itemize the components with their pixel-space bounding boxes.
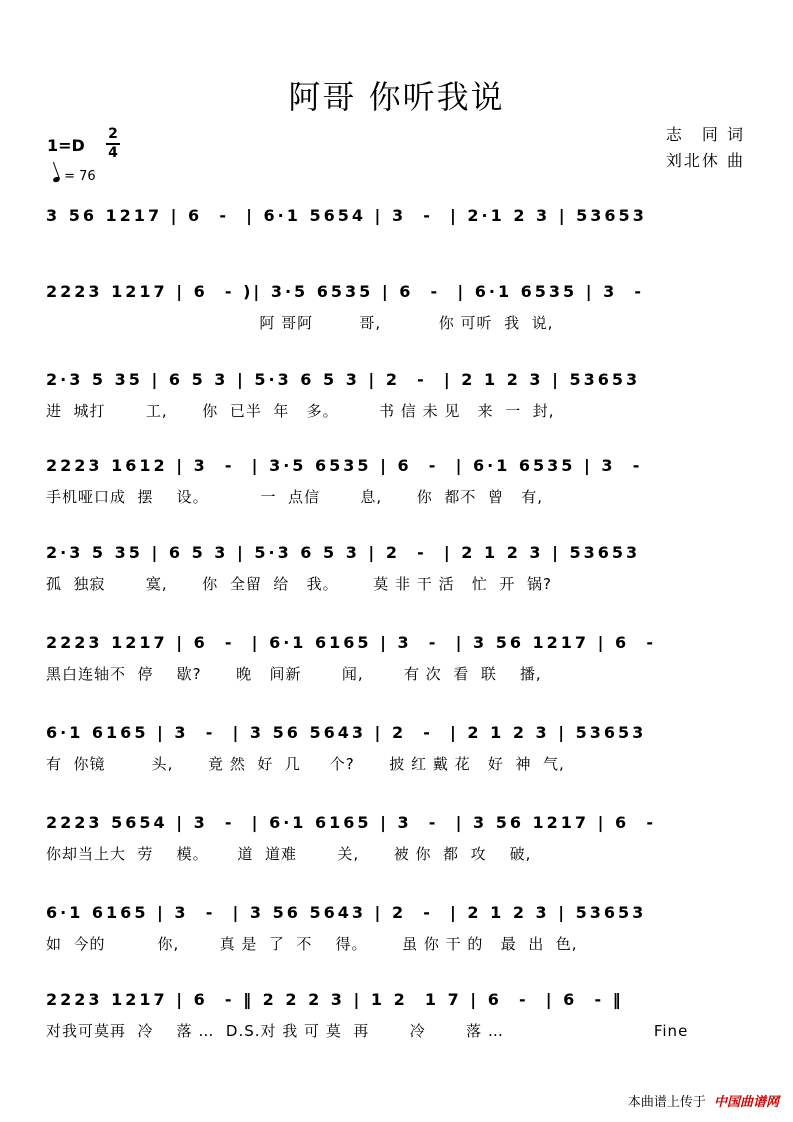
footer: [628, 1091, 779, 1110]
composer-credit: 刘北休 曲: [665, 151, 745, 170]
tempo-value: = 76: [64, 169, 96, 184]
lyrics-line: 进 城打 工, 你 已半 年 多。 书 信 未 见 来 一 封,: [46, 402, 555, 420]
key-signature: 1=D: [47, 136, 85, 155]
lyrics-line: 你却当上大 劳 模。 道 道难 关, 被 你 都 攻 破,: [46, 845, 532, 863]
notes-line: 2·3 5 35 | 6 5 3 | 5·3 6 5 3 | 2 - | 2 1 2 3 | 53653: [46, 543, 641, 562]
notes-line: 2223 1217 | 6 - ‖ 2 2 2 3 | 1 2 1 7 | 6 - | 6 - ‖: [46, 990, 624, 1009]
lyrics-line: 如 今的 你, 真 是 了 不 得。 虽 你 干 的 最 出 色,: [46, 935, 578, 953]
notes-line: 6·1 6165 | 3 - | 3 56 5643 | 2 - | 2 1 2 3 | 53653: [46, 903, 647, 922]
lyrics-line: 有 你镜 头, 竟 然 好 几 个? 披 红 戴 花 好 神 气,: [46, 755, 565, 773]
quarter-note-icon: [52, 176, 60, 183]
notes-line: 2223 1217 | 6 - | 6·1 6165 | 3 - | 3 56 1217 | 6 -: [46, 633, 656, 652]
lyrics-line: 手机哑口成 摆 设。 一 点信 息, 你 都不 曾 有,: [46, 488, 543, 506]
notes-line: 3 56 1217 | 6 - | 6·1 5654 | 3 - | 2·1 2 3 | 53653: [46, 206, 647, 225]
song-title: 阿哥 你听我说: [288, 78, 505, 116]
notes-line: 2223 5654 | 3 - | 6·1 6165 | 3 - | 3 56 1217 | 6 -: [46, 813, 656, 832]
footer-text: 本曲谱上传于: [627, 1095, 706, 1110]
notes-line: 6·1 6165 | 3 - | 3 56 5643 | 2 - | 2 1 2 3 | 53653: [46, 723, 647, 742]
tempo-marking: [53, 169, 96, 184]
notes-line: 2223 1612 | 3 - | 3·5 6535 | 6 - | 6·1 6535 | 3 -: [46, 456, 643, 475]
lyrics-line: 黑白连轴不 停 歇? 晚 间新 闻, 有 次 看 联 播,: [46, 665, 542, 683]
lyricist-credit: 志 同 词: [665, 125, 745, 144]
time-bottom: 4: [108, 145, 118, 161]
site-logo: 中国曲谱网: [713, 1095, 779, 1110]
notes-line: 2·3 5 35 | 6 5 3 | 5·3 6 5 3 | 2 - | 2 1 2 3 | 53653: [46, 370, 641, 389]
lyrics-line: 孤 独寂 寞, 你 全留 给 我。 莫 非 干 活 忙 开 锅?: [46, 575, 552, 593]
time-top: 2: [108, 126, 118, 142]
notes-line: 2223 1217 | 6 - )| 3·5 6535 | 6 - | 6·1 6535 | 3 -: [46, 282, 645, 301]
lyrics-line: 阿 哥阿 哥, 你 可听 我 说,: [46, 314, 554, 332]
lyrics-line: 对我可莫再 冷 落 … D.S.对 我 可 莫 再 冷 落 … Fine: [46, 1022, 689, 1040]
time-signature: [106, 127, 120, 161]
